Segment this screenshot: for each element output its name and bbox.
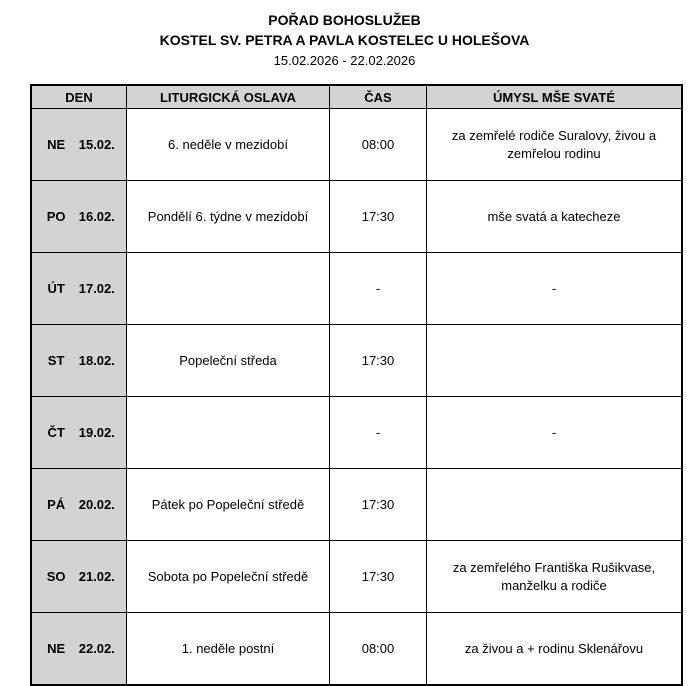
day-date: 15.02.	[78, 136, 115, 152]
table-row	[31, 181, 682, 253]
time-cell: 17:30	[330, 325, 427, 397]
day-cell	[31, 613, 127, 686]
day-cell	[31, 469, 127, 541]
day-abbrev: PÁ	[47, 496, 66, 512]
celebration-cell: Popeleční středa	[127, 325, 330, 397]
column-header-den: DEN	[31, 85, 127, 109]
column-header-umysl-mse-svate: ÚMYSL MŠE SVATÉ	[427, 85, 683, 109]
celebration-cell	[127, 253, 330, 325]
intention-cell	[427, 325, 683, 397]
day-date: 18.02.	[78, 352, 115, 368]
day-date: 19.02.	[78, 424, 115, 440]
column-header-liturgicka-oslava: LITURGICKÁ OSLAVA	[127, 85, 330, 109]
celebration-cell: 1. neděle postní	[127, 613, 330, 686]
table-row	[31, 253, 682, 325]
table-row	[31, 469, 682, 541]
intention-cell: -	[427, 397, 683, 469]
intention-cell: -	[427, 253, 683, 325]
intention-cell	[427, 469, 683, 541]
day-date: 17.02.	[78, 280, 115, 296]
day-abbrev: NE	[47, 136, 66, 152]
time-cell: 17:30	[330, 541, 427, 613]
table-row	[31, 613, 682, 686]
page-title: POŘAD BOHOSLUŽEB	[268, 12, 421, 28]
celebration-cell: Sobota po Popeleční středě	[127, 541, 330, 613]
date-range: 15.02.2026 - 22.02.2026	[273, 52, 416, 68]
day-cell	[31, 541, 127, 613]
intention-cell: za zemřelého Františka Rušikvase, manželku a rodiče	[427, 541, 683, 613]
table-row	[31, 109, 682, 181]
intention-cell: mše svatá a katecheze	[427, 181, 683, 253]
celebration-cell: Pátek po Popeleční středě	[127, 469, 330, 541]
table-row	[31, 397, 682, 469]
day-abbrev: ÚT	[47, 280, 65, 296]
time-cell: -	[330, 253, 427, 325]
schedule-table	[30, 84, 683, 686]
day-abbrev: ST	[47, 352, 65, 368]
day-cell	[31, 109, 127, 181]
time-cell: 17:30	[330, 181, 427, 253]
celebration-cell: 6. neděle v mezidobí	[127, 109, 330, 181]
document-header	[0, 10, 689, 70]
time-cell: 08:00	[330, 613, 427, 686]
day-date: 22.02.	[78, 640, 115, 656]
day-date: 21.02.	[78, 568, 115, 584]
table-row	[31, 325, 682, 397]
day-abbrev: ČT	[47, 424, 65, 440]
celebration-cell	[127, 397, 330, 469]
day-abbrev: SO	[46, 568, 66, 584]
day-cell	[31, 325, 127, 397]
day-cell	[31, 253, 127, 325]
column-header-cas: ČAS	[330, 85, 427, 109]
page-subtitle: KOSTEL SV. PETRA A PAVLA KOSTELEC U HOLEŠOVA	[159, 32, 530, 49]
day-abbrev: PO	[46, 208, 66, 224]
celebration-cell: Pondělí 6. týdne v mezidobí	[127, 181, 330, 253]
table-header-row	[31, 85, 682, 109]
day-cell	[31, 181, 127, 253]
time-cell: 08:00	[330, 109, 427, 181]
day-date: 20.02.	[78, 496, 115, 512]
day-date: 16.02.	[78, 208, 115, 224]
table-row	[31, 541, 682, 613]
intention-cell: za živou a + rodinu Sklenářovu	[427, 613, 683, 686]
day-abbrev: NE	[47, 640, 66, 656]
day-cell	[31, 397, 127, 469]
intention-cell: za zemřelé rodiče Suralovy, živou a zemřelou rodinu	[427, 109, 683, 181]
time-cell: -	[330, 397, 427, 469]
time-cell: 17:30	[330, 469, 427, 541]
